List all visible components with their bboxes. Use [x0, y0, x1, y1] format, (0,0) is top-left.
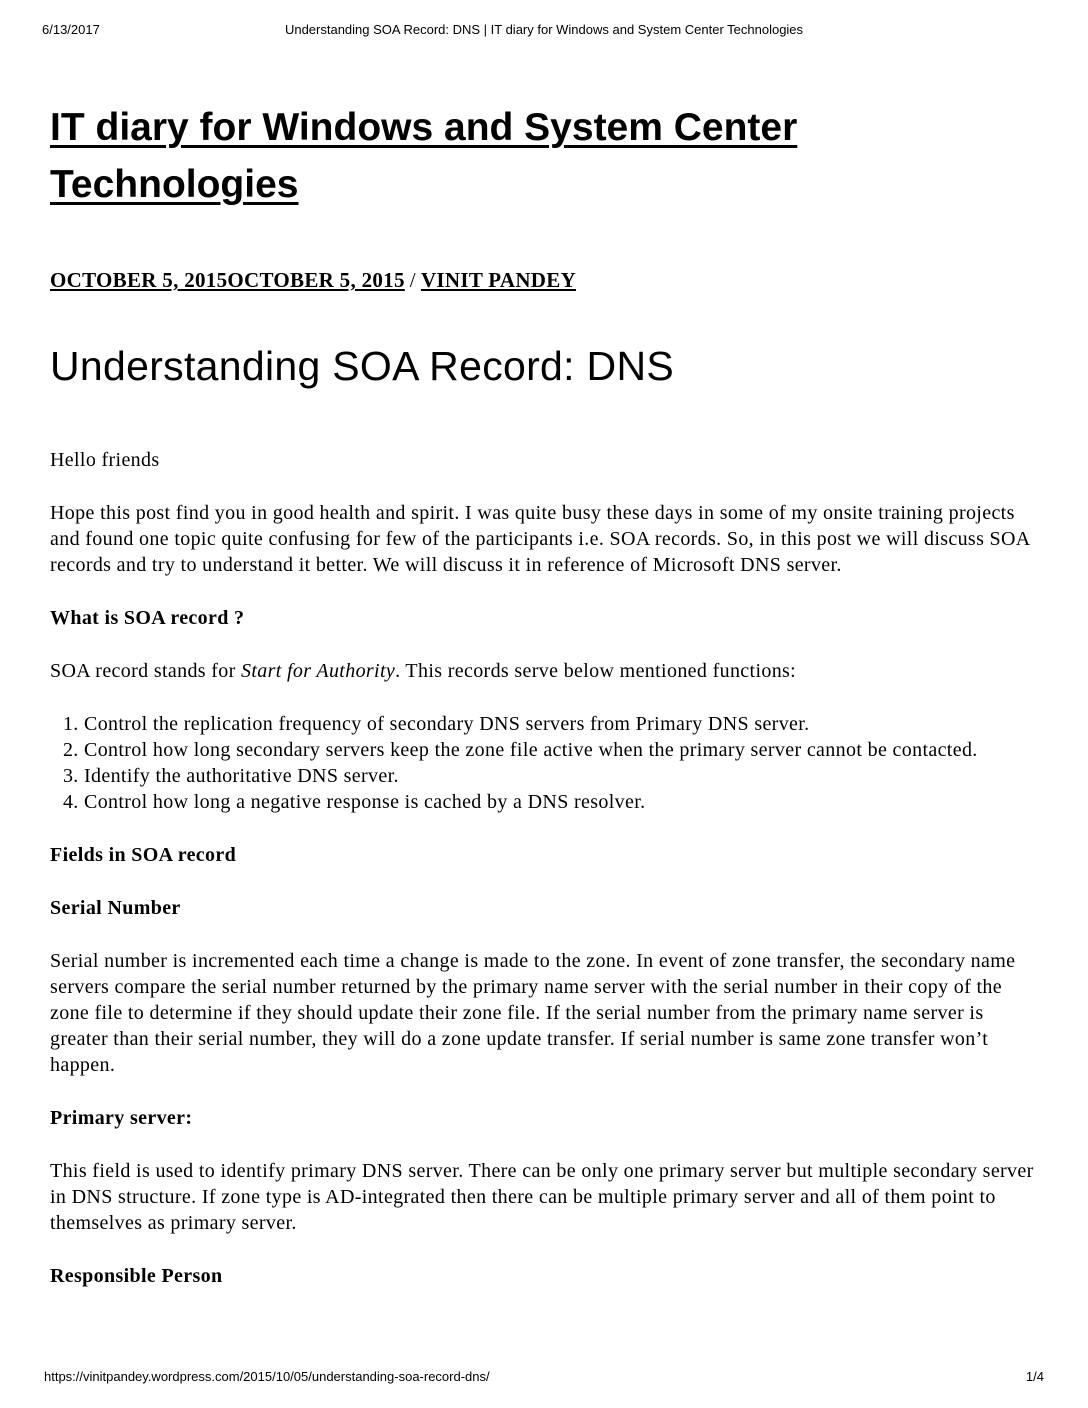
soa-definition-italic-term: Start for Authority: [241, 660, 396, 683]
print-footer-url: https://vinitpandey.wordpress.com/2015/10/05/understanding-soa-record-dns/: [44, 1369, 490, 1384]
meta-separator: /: [409, 268, 416, 293]
soa-definition-paragraph: [50, 658, 1036, 684]
list-item: 3. Identify the authoritative DNS server.: [84, 763, 1036, 789]
post-title: Understanding SOA Record: DNS: [50, 343, 674, 390]
print-footer-page-number: 1/4: [1025, 1369, 1044, 1384]
intro-paragraph: Hope this post find you in good health and spirit. I was quite busy these days in some of my onsite training projects and found one topic quite confusing for few of the participants i.e. SOA records. So, in this post we will discuss SOA records and try to understand it better. We will discuss it in reference of Microsoft DNS server.: [50, 502, 1030, 577]
article-page: [50, 0, 1036, 1316]
site-title-link[interactable]: IT diary for Windows and System Center Technologies: [50, 106, 798, 206]
post-author-link[interactable]: VINIT PANDEY: [420, 268, 577, 293]
print-header-title: Understanding SOA Record: DNS | IT diary for Windows and System Center Technologies: [284, 22, 804, 37]
soa-definition-prefix: SOA record stands for: [50, 660, 242, 683]
list-item: 4. Control how long a negative response is cached by a DNS resolver.: [84, 789, 1036, 815]
soa-definition-suffix: . This records serve below mentioned functions:: [395, 660, 797, 683]
greeting-paragraph: Hello friends: [50, 449, 160, 472]
post-body: [50, 447, 1036, 1289]
site-title: [50, 100, 970, 213]
list-item: 1. Control the replication frequency of secondary DNS servers from Primary DNS server.: [84, 711, 1036, 737]
heading-responsible-person: Responsible Person: [50, 1265, 223, 1288]
post-date-link[interactable]: OCTOBER 5, 2015OCTOBER 5, 2015: [50, 268, 405, 293]
post-meta: [50, 268, 1036, 293]
primary-server-paragraph: This field is used to identify primary DNS server. There can be only one primary server but multiple secondary server in DNS structure. If zone type is AD-integrated then there can be multiple primary server and all of them point to themselves as primary server.: [50, 1160, 1034, 1235]
serial-number-paragraph: Serial number is incremented each time a change is made to the zone. In event of zone transfer, the secondary name servers compare the serial number returned by the primary name server with the serial number in their copy of the zone file to determine if they should update their zone file. If the serial number from the primary name server is greater than their serial number, they will do a zone update transfer. If serial number is same zone transfer won’t happen.: [50, 950, 1016, 1077]
heading-primary-server: Primary server:: [50, 1107, 193, 1130]
heading-fields-in-soa: Fields in SOA record: [50, 844, 237, 867]
list-item: 2. Control how long secondary servers keep the zone file active when the primary server cannot be contacted.: [84, 737, 1036, 763]
heading-serial-number: Serial Number: [50, 897, 181, 920]
print-header-date: 6/13/2017: [42, 22, 100, 37]
heading-what-is-soa: What is SOA record ?: [50, 607, 245, 630]
print-footer: [0, 1369, 1088, 1384]
soa-functions-list: [50, 711, 1036, 815]
